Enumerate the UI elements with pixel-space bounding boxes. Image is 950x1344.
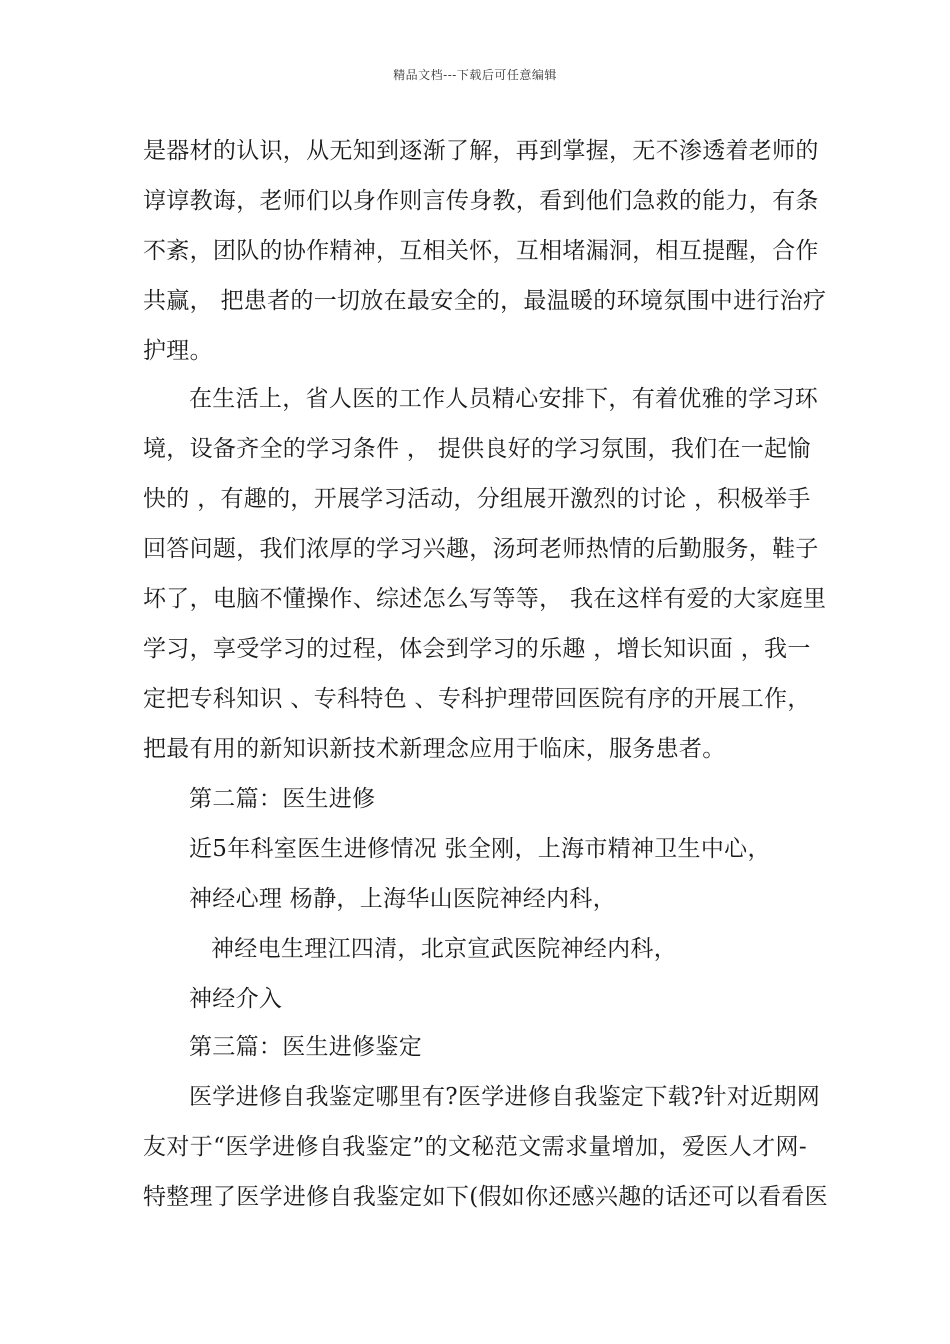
section-heading: 第二篇：医生进修 xyxy=(189,786,376,812)
body-line: 友对于“医学进修自我鉴定”的文秘范文需求量增加，爱医人才网- xyxy=(143,1134,807,1160)
body-line: 共赢， 把患者的一切放在最安全的，最温暖的环境氛围中进行治疗 xyxy=(143,288,827,314)
body-line: 神经心理 杨静，上海华山医院神经内科， xyxy=(189,886,617,912)
body-line: 定把专科知识 、专科特色 、专科护理带回医院有序的开展工作， xyxy=(143,686,811,712)
body-line: 境，设备齐全的学习条件 ， 提供良好的学习氛围，我们在一起愉 xyxy=(143,436,811,462)
body-line: 护理。 xyxy=(143,338,213,364)
body-line: 快的 ，有趣的，开展学习活动，分组展开激烈的讨论 ，积极举手 xyxy=(143,486,811,512)
section-heading: 第三篇：医生进修鉴定 xyxy=(189,1034,422,1060)
body-line: 医学进修自我鉴定哪里有?医学进修自我鉴定下载?针对近期网 xyxy=(189,1084,821,1110)
body-line: 特整理了医学进修自我鉴定如下(假如你还感兴趣的话还可以看看医 xyxy=(143,1184,828,1210)
body-line: 神经介入 xyxy=(189,986,283,1012)
body-line: 不紊，团队的协作精神，互相关怀，互相堵漏洞，相互提醒，合作 xyxy=(143,238,819,264)
body-line: 把最有用的新知识新技术新理念应用于临床，服务患者。 xyxy=(143,736,726,762)
body-line: 在生活上，省人医的工作人员精心安排下，有着优雅的学习环 xyxy=(189,386,819,412)
body-line: 学习，享受学习的过程，体会到学习的乐趣 ，增长知识面 ，我一 xyxy=(143,636,811,662)
body-line: 近5年科室医生进修情况 张全刚，上海市精神卫生中心， xyxy=(189,836,771,862)
body-line: 坏了，电脑不懂操作、综述怎么写等等， 我在这样有爱的大家庭里 xyxy=(143,586,827,612)
body-line: 是器材的认识，从无知到逐渐了解，再到掌握，无不渗透着老师的 xyxy=(143,138,819,164)
page-header: 精品文档---下载后可任意编辑 xyxy=(393,68,557,82)
body-line: 神经电生理江四清，北京宣武医院神经内科， xyxy=(211,936,677,962)
body-line: 回答问题，我们浓厚的学习兴趣，汤珂老师热情的后勤服务，鞋子 xyxy=(143,536,819,562)
body-line: 谆谆教诲，老师们以身作则言传身教，看到他们急救的能力，有条 xyxy=(143,188,819,214)
